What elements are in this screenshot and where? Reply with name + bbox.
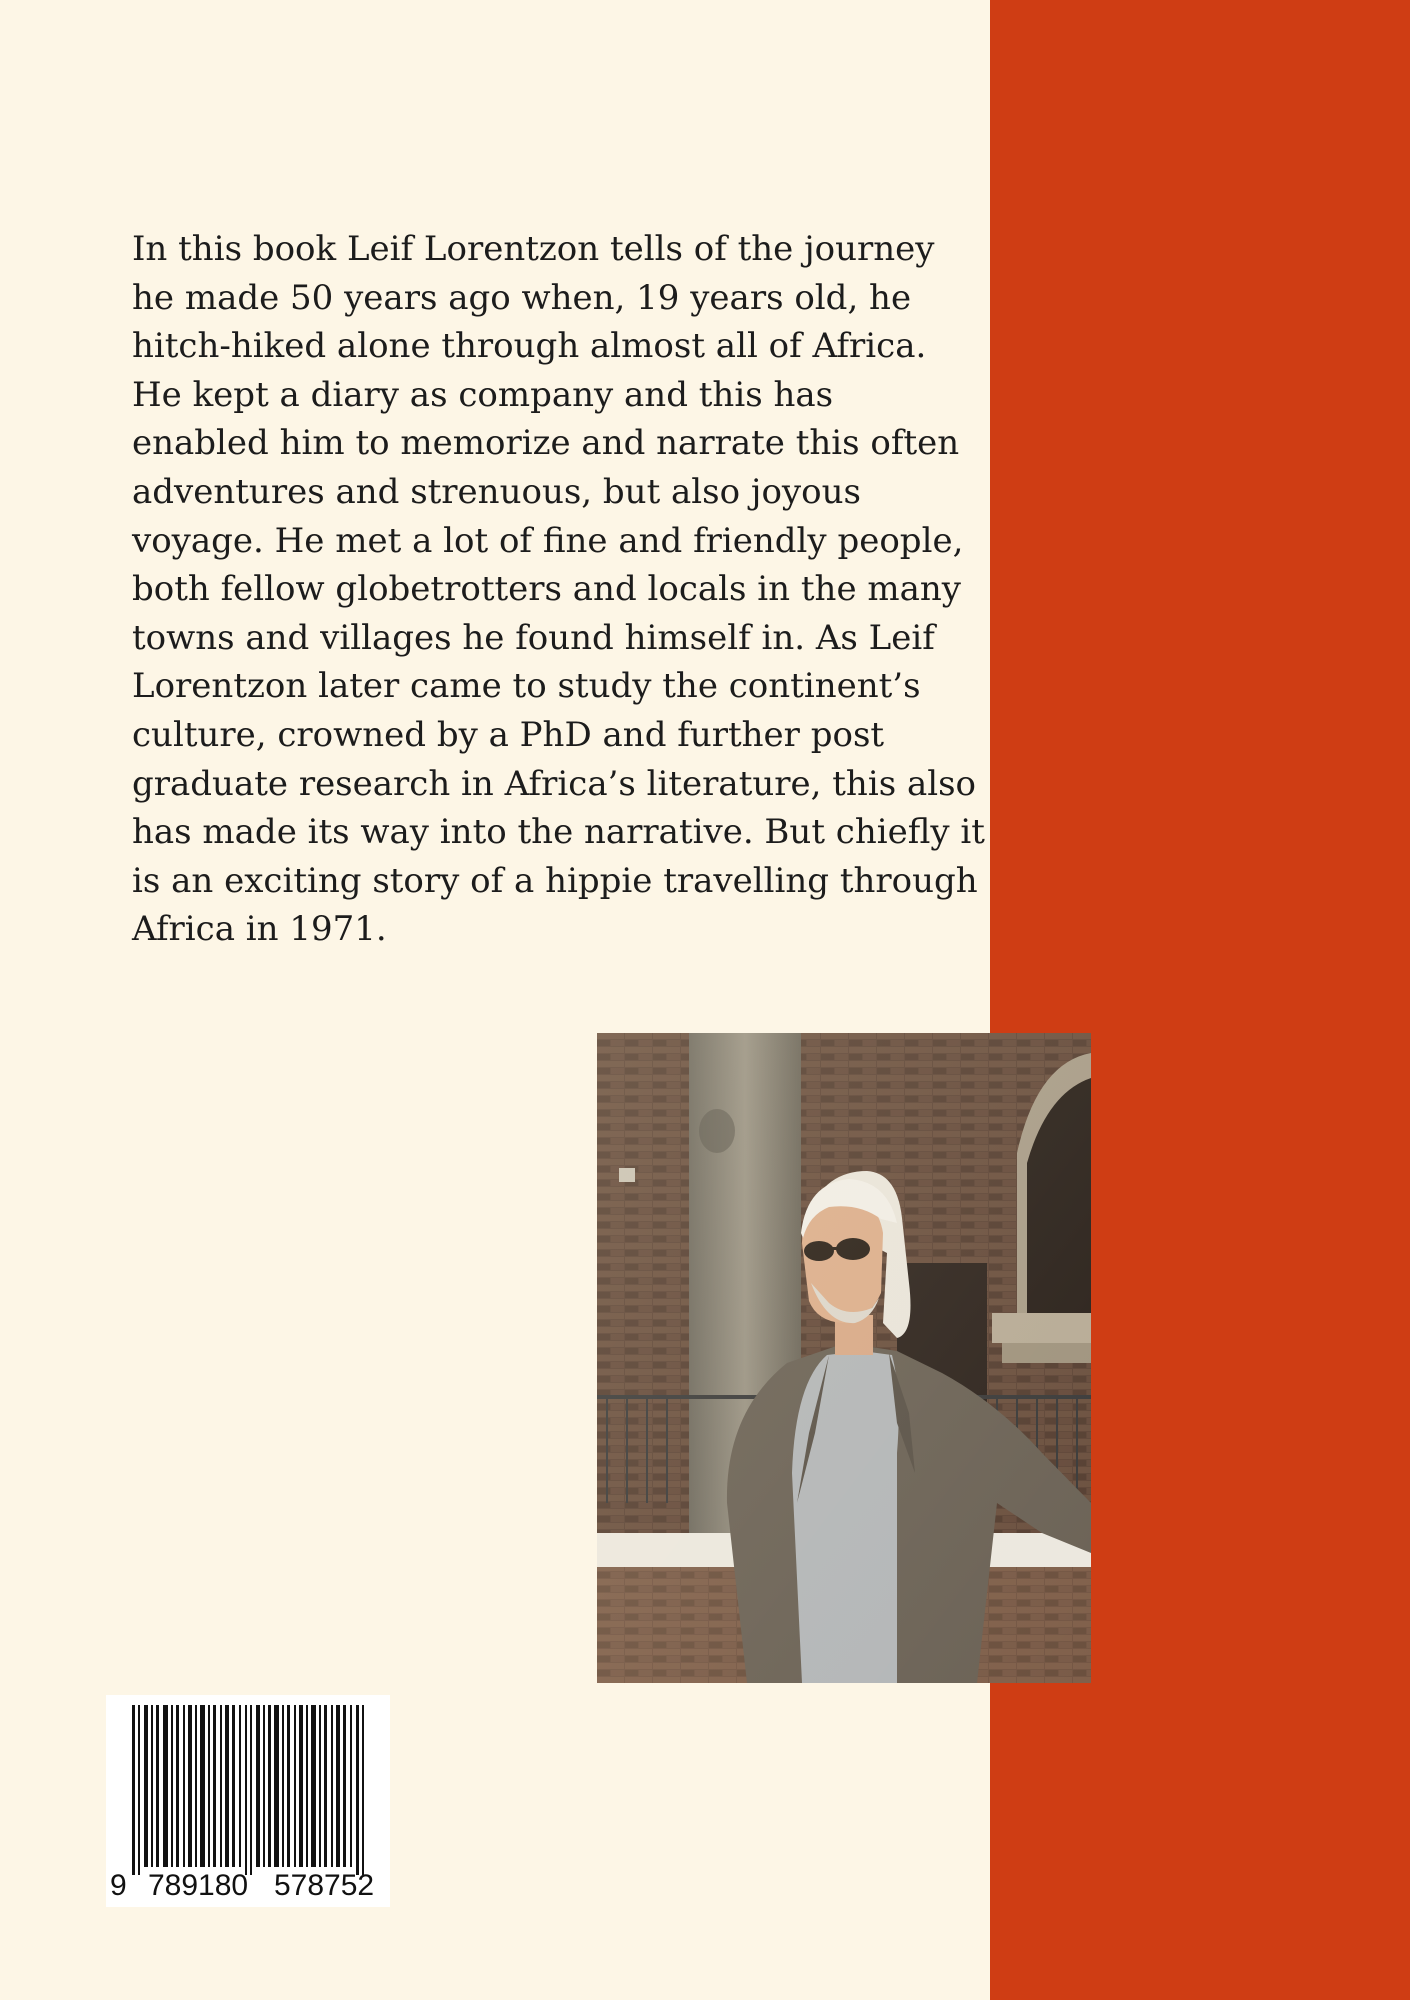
blurb-line: Africa in 1971. [132,909,387,950]
blurb-line: towns and villages he found himself in. As Leif [132,617,935,658]
isbn-barcode [106,1695,390,1907]
isbn-right-group: 578752 [274,1869,375,1902]
blurb-line: he made 50 years ago when, 19 years old, he [132,277,912,318]
isbn-number [106,1869,390,1903]
blurb-line: hitch-hiked alone through almost all of Africa. [132,326,927,367]
blurb-line: He kept a diary as company and this has [132,374,834,415]
author-photo [597,1033,1091,1683]
blurb-line: voyage. He met a lot of fine and friendly people, [132,520,964,561]
blurb-line: In this book Leif Lorentzon tells of the journey [132,229,935,269]
accent-stripe [990,0,1410,2000]
blurb-line: both fellow globetrotters and locals in the many [132,569,961,610]
isbn-left-group: 789180 [148,1869,249,1902]
blurb-line: has made its way into the narrative. But chiefly it [132,812,985,853]
blurb-line: culture, crowned by a PhD and further post [132,714,885,755]
isbn-prefix-digit: 9 [110,1869,127,1902]
blurb-line: graduate research in Africa’s literature, this also [132,763,977,804]
blurb-line: adventures and strenuous, but also joyous [132,471,861,512]
blurb-line: Lorentzon later came to study the continent’s [132,666,921,707]
blurb-line: enabled him to memorize and narrate this often [132,423,960,464]
blurb-text [132,225,985,954]
barcode-bars [132,1705,364,1875]
blurb-line: is an exciting story of a hippie travelling through [132,860,978,901]
